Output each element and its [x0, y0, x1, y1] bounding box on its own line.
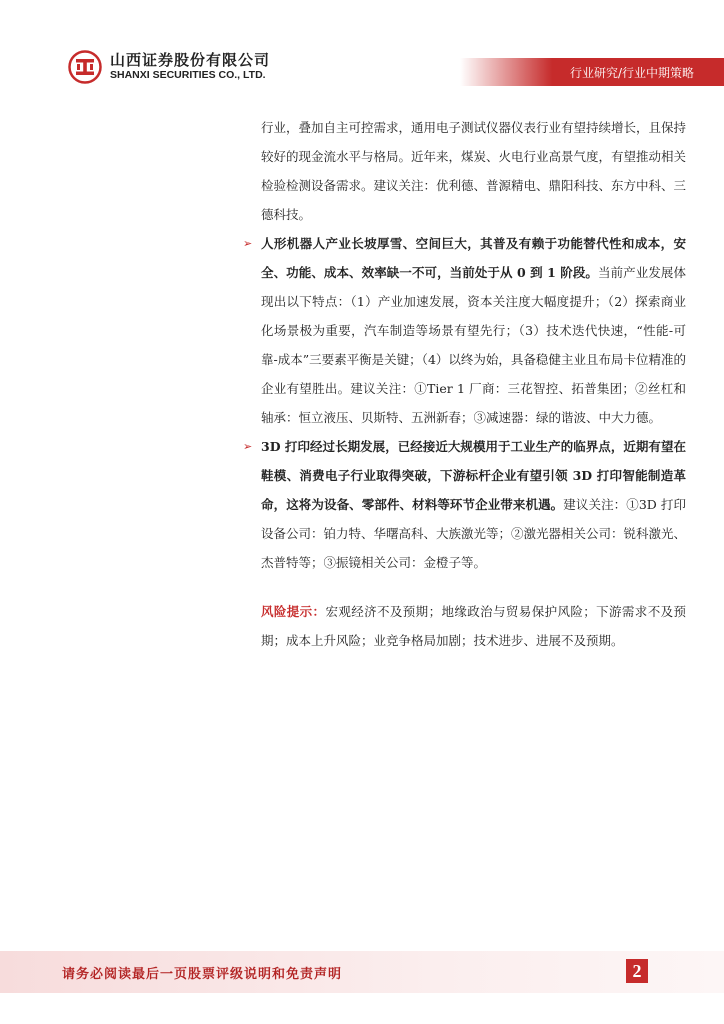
risk-warning-label: 风险提示：	[261, 604, 326, 619]
bullet-humanoid-robot-headline: 人形机器人产业长坡厚雪、空间巨大，其普及有赖于功能替代性和成本，安全、功能、成本、效率缺一不可，当前处于从 0 到 1 阶段。	[261, 236, 686, 280]
bullet-3d-printing	[243, 432, 687, 577]
risk-warning	[261, 597, 686, 655]
intro-paragraph: 行业，叠加自主可控需求，通用电子测试仪器仪表行业有望持续增长，且保持较好的现金流水平与格局。近年来，煤炭、火电行业高景气度，有望推动相关检验检测设备需求。建议关注：优利德、普源精电、鼎阳科技、东方中科、三德科技。	[261, 120, 687, 222]
bullet-arrow-icon: ➢	[243, 440, 253, 453]
bullet-arrow-icon: ➢	[243, 237, 253, 250]
bullet-humanoid-robot-body: 当前产业发展体现出以下特点：（1）产业加速发展，资本关注度大幅度提升；（2）探索商业化场景极为重要，汽车制造等场景有望先行；（3）技术迭代快速，“性能-可靠-成本”三要素平衡是关键；（4）以终为始，具备稳健主业且布局卡位精准的企业有望胜出。建议关注：①Tier 1 厂商：三花智控、拓普集团；②丝杠和轴承：恒立液压、贝斯特、五洲新春；③减速器：绿的谐波、中大力德。	[261, 265, 686, 425]
company-logo	[68, 50, 270, 84]
bullet-3d-printing-body: 建议关注：①3D 打印设备公司：铂力特、华曙高科、大族激光等；②激光器相关公司：锐科激光、杰普特等；③振镜相关公司：金橙子等。	[261, 497, 687, 570]
company-name-en: SHANXI SECURITIES CO., LTD.	[110, 69, 266, 81]
shanxi-securities-logo-icon	[68, 50, 102, 84]
page-number: 2	[626, 959, 648, 983]
main-content	[243, 113, 687, 655]
page-footer	[0, 951, 724, 993]
report-type-banner	[460, 58, 724, 86]
company-name-cn: 山西证券股份有限公司	[110, 51, 271, 69]
disclaimer-notice: 请务必阅读最后一页股票评级说明和免责声明	[62, 967, 343, 982]
bullet-3d-printing-headline: 3D 打印经过长期发展，已经接近大规模用于工业生产的临界点，近期有望在鞋模、消费电子行业取得突破，下游标杆企业有望引领 3D 打印智能制造革命，这将为设备、零部件、材料等环节企业带来机遇。	[261, 439, 686, 512]
page-header	[0, 0, 724, 100]
report-type-label: 行业研究/行业中期策略	[569, 66, 694, 80]
bullet-humanoid-robot	[243, 229, 686, 432]
risk-warning-text: 宏观经济不及预期；地缘政治与贸易保护风险；下游需求不及预期；成本上升风险；业竞争格局加剧；技术进步、进展不及预期。	[261, 604, 686, 648]
